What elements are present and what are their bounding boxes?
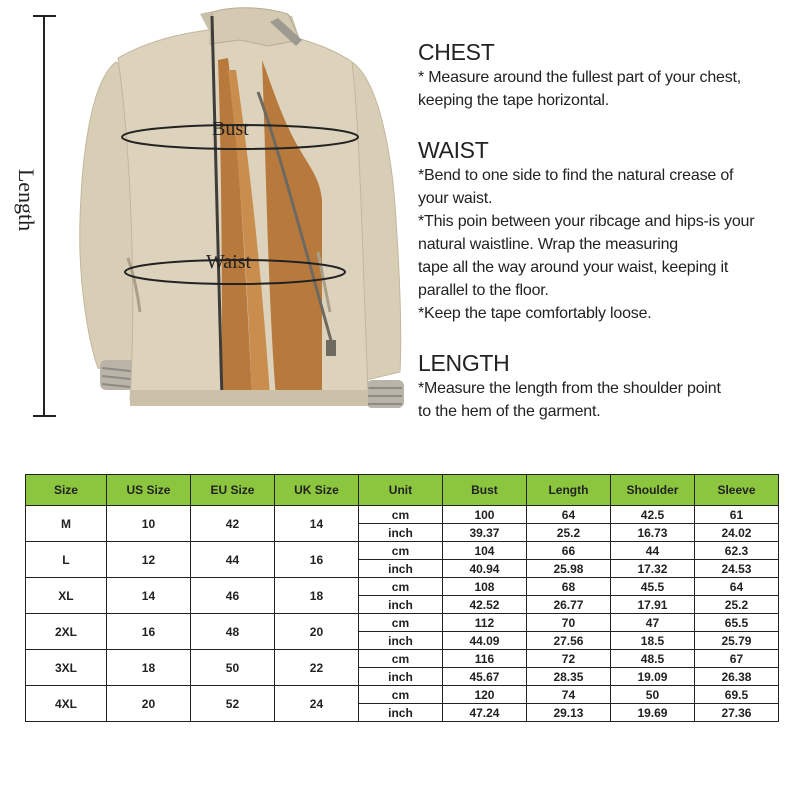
waist-line: parallel to the floor. [418, 282, 549, 299]
shoulder-cell: 18.5 [610, 632, 694, 650]
eu-size-cell: 48 [190, 614, 274, 650]
unit-cell: inch [358, 524, 442, 542]
length-cell: 70 [526, 614, 610, 632]
uk-size-cell: 16 [274, 542, 358, 578]
chest-line: keeping the tape horizontal. [418, 92, 609, 109]
waist-line: *This poin between your ribcage and hips-is your [418, 213, 755, 230]
bust-label: Bust [212, 118, 249, 140]
header-shoulder: Shoulder [610, 475, 694, 506]
table-row [26, 614, 779, 632]
chest-section [418, 38, 741, 112]
sleeve-cell: 64 [694, 578, 778, 596]
unit-cell: cm [358, 506, 442, 524]
bust-cell: 44.09 [442, 632, 526, 650]
header-eu-size: EU Size [190, 475, 274, 506]
shoulder-cell: 17.32 [610, 560, 694, 578]
shoulder-cell: 17.91 [610, 596, 694, 614]
size-cell: L [26, 542, 107, 578]
eu-size-cell: 46 [190, 578, 274, 614]
waist-line: tape all the way around your waist, keeping it [418, 259, 729, 276]
unit-cell: cm [358, 614, 442, 632]
bust-cell: 45.67 [442, 668, 526, 686]
shoulder-cell: 48.5 [610, 650, 694, 668]
uk-size-cell: 20 [274, 614, 358, 650]
header-us-size: US Size [106, 475, 190, 506]
shoulder-cell: 19.09 [610, 668, 694, 686]
bust-cell: 112 [442, 614, 526, 632]
eu-size-cell: 42 [190, 506, 274, 542]
table-row [26, 542, 779, 560]
length-cell: 64 [526, 506, 610, 524]
sleeve-cell: 24.53 [694, 560, 778, 578]
waist-line: *Bend to one side to find the natural crease of [418, 167, 734, 184]
uk-size-cell: 14 [274, 506, 358, 542]
bust-cell: 120 [442, 686, 526, 704]
length-heading: LENGTH [418, 350, 510, 376]
us-size-cell: 18 [106, 650, 190, 686]
table-row [26, 686, 779, 704]
length-cell: 27.56 [526, 632, 610, 650]
length-cell: 72 [526, 650, 610, 668]
us-size-cell: 12 [106, 542, 190, 578]
size-cell: 3XL [26, 650, 107, 686]
length-cell: 74 [526, 686, 610, 704]
bust-cell: 47.24 [442, 704, 526, 722]
uk-size-cell: 18 [274, 578, 358, 614]
length-cell: 28.35 [526, 668, 610, 686]
bust-cell: 39.37 [442, 524, 526, 542]
us-size-cell: 14 [106, 578, 190, 614]
sleeve-cell: 69.5 [694, 686, 778, 704]
sleeve-cell: 27.36 [694, 704, 778, 722]
header-unit: Unit [358, 475, 442, 506]
sleeve-cell: 65.5 [694, 614, 778, 632]
length-cell: 29.13 [526, 704, 610, 722]
waist-line: natural waistline. Wrap the measuring [418, 236, 678, 253]
shoulder-cell: 16.73 [610, 524, 694, 542]
unit-cell: inch [358, 668, 442, 686]
uk-size-cell: 22 [274, 650, 358, 686]
unit-cell: cm [358, 542, 442, 560]
length-line: to the hem of the garment. [418, 403, 601, 420]
sleeve-cell: 61 [694, 506, 778, 524]
bust-cell: 100 [442, 506, 526, 524]
header-length: Length [526, 475, 610, 506]
uk-size-cell: 24 [274, 686, 358, 722]
shoulder-cell: 44 [610, 542, 694, 560]
bust-cell: 104 [442, 542, 526, 560]
table-row [26, 650, 779, 668]
length-cell: 66 [526, 542, 610, 560]
chest-line: * Measure around the fullest part of your chest, [418, 69, 742, 86]
bust-cell: 108 [442, 578, 526, 596]
length-line: *Measure the length from the shoulder point [418, 380, 721, 397]
shoulder-cell: 42.5 [610, 506, 694, 524]
size-cell: 2XL [26, 614, 107, 650]
chest-heading: CHEST [418, 39, 495, 65]
length-cell: 25.98 [526, 560, 610, 578]
header-uk-size: UK Size [274, 475, 358, 506]
bust-cell: 40.94 [442, 560, 526, 578]
us-size-cell: 10 [106, 506, 190, 542]
unit-cell: cm [358, 578, 442, 596]
table-header-row [26, 475, 779, 506]
length-axis-label: Length [14, 168, 39, 232]
unit-cell: cm [358, 650, 442, 668]
shoulder-cell: 19.69 [610, 704, 694, 722]
waist-section [418, 136, 754, 325]
eu-size-cell: 52 [190, 686, 274, 722]
shoulder-cell: 50 [610, 686, 694, 704]
sleeve-cell: 24.02 [694, 524, 778, 542]
unit-cell: inch [358, 560, 442, 578]
table-row [26, 506, 779, 524]
us-size-cell: 20 [106, 686, 190, 722]
waist-line: *Keep the tape comfortably loose. [418, 305, 652, 322]
unit-cell: inch [358, 704, 442, 722]
jacket-illustration [0, 0, 420, 440]
table-row [26, 578, 779, 596]
size-cell: M [26, 506, 107, 542]
header-sleeve: Sleeve [694, 475, 778, 506]
header-size: Size [26, 475, 107, 506]
shoulder-cell: 45.5 [610, 578, 694, 596]
us-size-cell: 16 [106, 614, 190, 650]
waist-heading: WAIST [418, 137, 489, 163]
length-section [418, 349, 721, 423]
bust-cell: 42.52 [442, 596, 526, 614]
eu-size-cell: 50 [190, 650, 274, 686]
size-chart-table [25, 474, 779, 722]
length-cell: 68 [526, 578, 610, 596]
waist-line: your waist. [418, 190, 493, 207]
unit-cell: inch [358, 596, 442, 614]
eu-size-cell: 44 [190, 542, 274, 578]
sleeve-cell: 25.79 [694, 632, 778, 650]
length-cell: 25.2 [526, 524, 610, 542]
size-cell: XL [26, 578, 107, 614]
size-cell: 4XL [26, 686, 107, 722]
sleeve-cell: 25.2 [694, 596, 778, 614]
length-cell: 26.77 [526, 596, 610, 614]
sleeve-cell: 67 [694, 650, 778, 668]
unit-cell: inch [358, 632, 442, 650]
sleeve-cell: 26.38 [694, 668, 778, 686]
sleeve-cell: 62.3 [694, 542, 778, 560]
jacket-figure [0, 0, 420, 440]
waist-label: Waist [206, 251, 252, 273]
header-bust: Bust [442, 475, 526, 506]
bust-cell: 116 [442, 650, 526, 668]
shoulder-cell: 47 [610, 614, 694, 632]
unit-cell: cm [358, 686, 442, 704]
